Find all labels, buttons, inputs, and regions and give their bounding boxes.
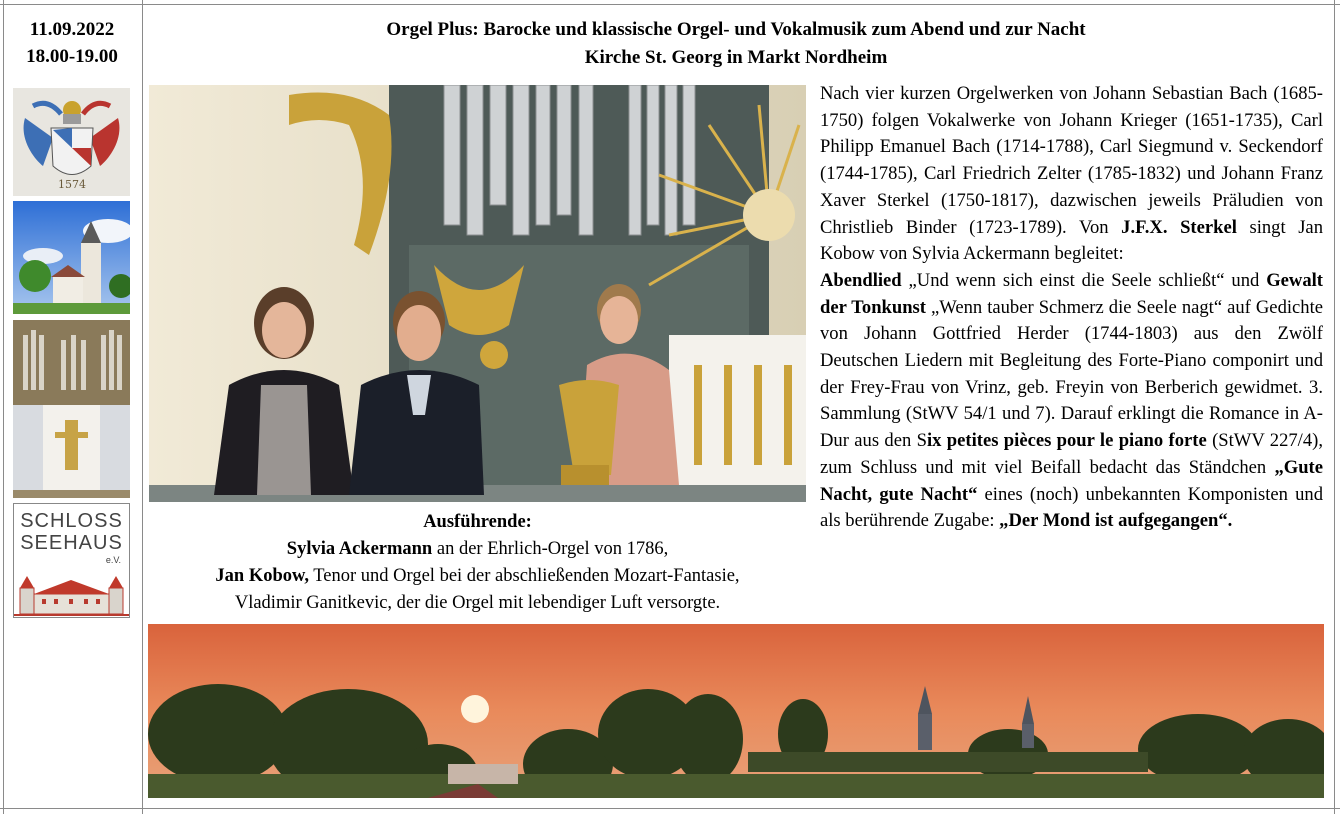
text-segment: eines (noch) unbekannten Komponisten und als berührende Zugabe: (820, 483, 1323, 532)
top-border (0, 4, 1340, 5)
text-segment: „Und wenn sich einst die Seele schließt“ und (901, 269, 1267, 291)
performer-name-2: Jan Kobow, (215, 566, 309, 586)
caption-heading: Ausführende: (423, 512, 532, 532)
text-segment: „Wenn tauber Schmerz die Seele nagt“ auf Gedichte von Johann Gottfried Herder (1744-1803) aus den Zwölf Deutschen Liedern mit Begleitung des Forte-Piano componirt und der Frey-Frau von Vrinz, geb. Freyin von Berberich gewidmet. 3. Sammlung (StWV 54/1 und 7). Darauf erklingt die Romance in A-Dur aus den S (820, 296, 1323, 452)
performer-role-2: Tenor und Orgel bei der abschließenden Mozart-Fantasie, (308, 566, 740, 586)
logo-line-2: SEEHAUS (20, 532, 123, 554)
crest-year: 1574 (58, 178, 86, 191)
logo-suffix: e.V. (105, 555, 121, 565)
right-border (1334, 0, 1335, 814)
text-segment: singt Jan Kobow von Sylvia Ackermann begleitet: (820, 216, 1323, 265)
text-segment: (StWV 227/4), zum Schluss und mit viel Beifall bedacht das Ständchen (820, 430, 1323, 478)
column-divider (142, 0, 143, 814)
performer-role-1: an der Ehrlich-Orgel von 1786, (432, 539, 669, 559)
church-tower-image (13, 201, 130, 314)
text-bold: „Der Mond ist aufgegangen“. (999, 510, 1233, 532)
logo-line-1: SCHLOSS (20, 510, 123, 532)
event-date-time (8, 16, 136, 70)
organ-altar-image (13, 320, 130, 498)
page-title (150, 16, 1322, 72)
performers-caption (149, 509, 806, 617)
event-date: 11.09.2022 (29, 19, 115, 40)
caption-line-3: Vladimir Ganitkevic, der die Orgel mit lebendiger Luft versorgte. (234, 593, 721, 613)
bottom-border (0, 808, 1340, 809)
title-line-2: Kirche St. Georg in Markt Nordheim (584, 47, 888, 68)
event-time: 18.00-19.00 (26, 46, 118, 67)
left-border (3, 0, 4, 814)
text-bold: „Gute Nacht, gute Nacht“ (820, 456, 1323, 505)
concert-description (820, 81, 1323, 535)
sunset-panorama-image (148, 624, 1324, 798)
performers-photo (149, 85, 806, 502)
caption-line-1 (149, 536, 806, 563)
title-line-1: Orgel Plus: Barocke und klassische Orgel- und Vokalmusik zum Abend und zur Nacht (386, 19, 1086, 40)
performer-name-1: Sylvia Ackermann (286, 539, 433, 559)
castle-icon (14, 566, 129, 618)
coat-of-arms-image (13, 88, 130, 196)
text-bold: Gewalt der Tonkunst (820, 269, 1323, 318)
text-bold: Abendlied (820, 269, 902, 291)
text-bold: ix petites pièces pour le piano forte (926, 430, 1207, 452)
text-bold: J.F.X. Sterkel (1121, 216, 1237, 238)
schloss-seehaus-logo (13, 503, 130, 618)
text-segment: Nach vier kurzen Orgelwerken von Johann Sebastian Bach (1685-1750) folgen Vokalwerke von Johann Krieger (1651-1735), Carl Philipp Emanuel Bach (1714-1788), Carl Siegmund v. Seckendorf (1744-1785), Carl Friedrich Zelter (1785-1832) und Johann Franz Xaver Sterkel (1750-1817), dazwischen jeweils Präludien von Christlieb Binder (1723-1789). Von (820, 83, 1323, 238)
caption-line-2 (149, 563, 806, 590)
